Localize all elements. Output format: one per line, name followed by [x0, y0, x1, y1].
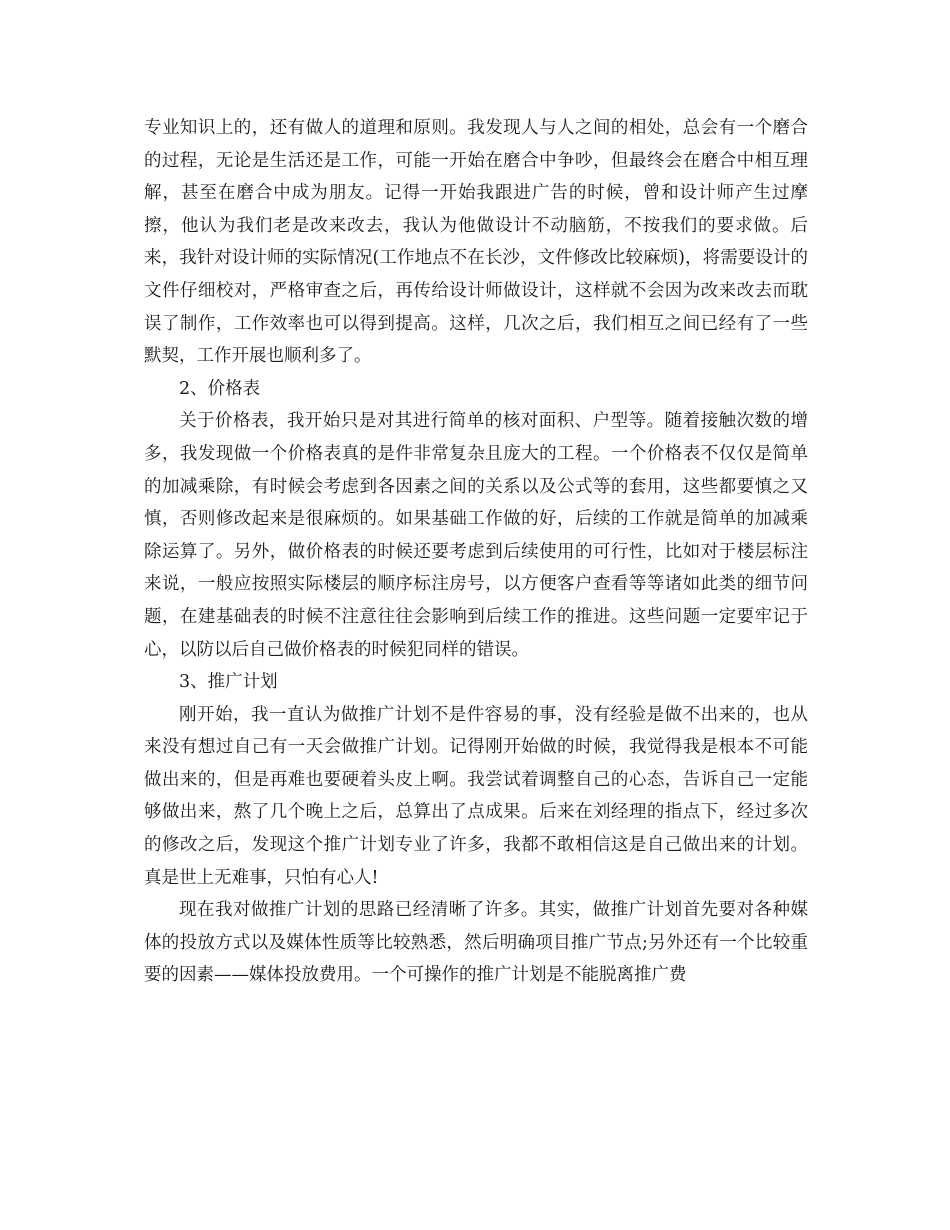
- section-heading-price-table: 2、价格表: [179, 378, 261, 399]
- paragraph-promotion-plan-2: 现在我对做推广计划的思路已经清晰了许多。其实，做推广计划首先要对各种媒体的投放方式以及媒体性质等比较熟悉，然后明确项目推广节点;另外还有一个比较重要的因素——媒体投放费用。一个可操作的推广计划是不能脱离推广费: [144, 900, 808, 986]
- paragraph-promotion-plan-1: 刚开始，我一直认为做推广计划不是件容易的事，没有经验是做不出来的，也从来没有想过自己有一天会做推广计划。记得刚开始做的时候，我觉得我是根本不可能做出来的，但是再难也要硬着头皮上啊。我尝试着调整自己的心态，告诉自己一定能够做出来，熬了几个晚上之后，总算出了点成果。后来在刘经理的指点下，经过多次的修改之后，发现这个推广计划专业了许多，我都不敢相信这是自己做出来的计划。真是世上无难事，只怕有心人!: [144, 704, 808, 888]
- paragraph-continued: 专业知识上的，还有做人的道理和原则。我发现人与人之间的相处，总会有一个磨合的过程，无论是生活还是工作，可能一开始在磨合中争吵，但最终会在磨合中相互理解，甚至在磨合中成为朋友。记得一开始我跟进广告的时候，曾和设计师产生过摩擦，他认为我们老是改来改去，我认为他做设计不动脑筋，不按我们的要求做。后来，我针对设计师的实际情况(工作地点不在长沙，文件修改比较麻烦)，将需要设计的文件仔细校对，严格审查之后，再传给设计师做设计，这样就不会因为改来改去而耽误了制作，工作效率也可以得到提高。这样，几次之后，我们相互之间已经有了一些默契，工作开展也顺利多了。: [144, 118, 808, 367]
- section-heading-promotion-plan: 3、推广计划: [179, 672, 278, 693]
- document-body: [144, 112, 808, 992]
- paragraph-price-table: 关于价格表，我开始只是对其进行简单的核对面积、户型等。随着接触次数的增多，我发现做一个价格表真的是件非常复杂且庞大的工程。一个价格表不仅仅是简单的加减乘除，有时候会考虑到各因素之间的关系以及公式等的套用，这些都要慎之又慎，否则修改起来是很麻烦的。如果基础工作做的好，后续的工作就是简单的加减乘除运算了。另外，做价格表的时候还要考虑到后续使用的可行性，比如对于楼层标注来说，一般应按照实际楼层的顺序标注房号，以方便客户查看等等诸如此类的细节问题，在建基础表的时候不注意往往会影响到后续工作的推进。这些问题一定要牢记于心，以防以后自己做价格表的时候犯同样的错误。: [144, 411, 808, 660]
